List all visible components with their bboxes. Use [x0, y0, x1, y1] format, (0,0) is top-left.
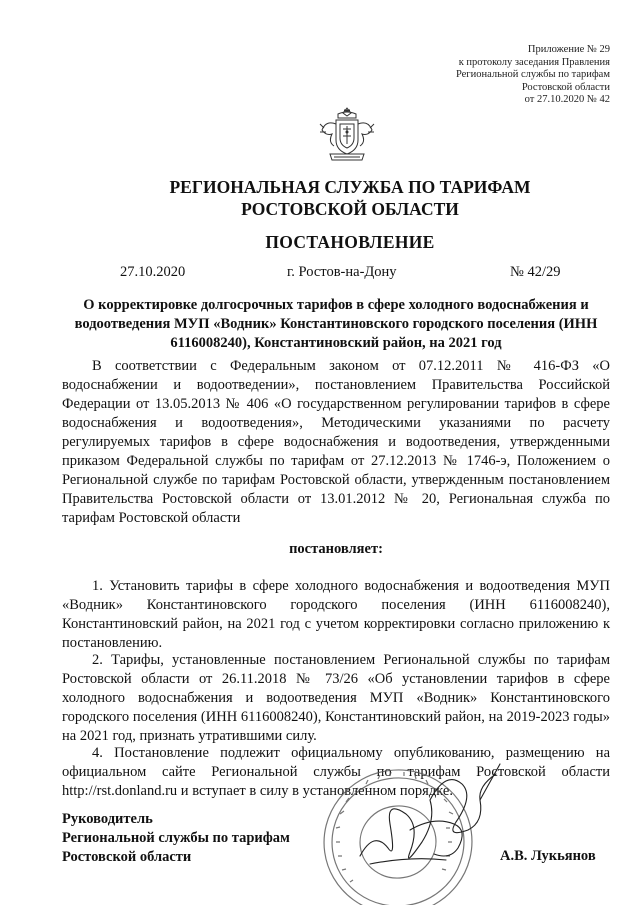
organization-title-line: РЕГИОНАЛЬНАЯ СЛУЖБА ПО ТАРИФАМ [169, 177, 531, 197]
signatory-title-line: Региональной службы по тарифам [62, 830, 290, 846]
document-city: г. Ростов-на-Дону [287, 264, 397, 280]
handwritten-signature [350, 760, 510, 880]
document-type: ПОСТАНОВЛЕНИЕ [265, 232, 435, 252]
appendix-line: Ростовской области [521, 81, 610, 93]
clause-paragraph: 2. Тарифы, установленные постановлением Региональной службы по тарифам Ростовской области от 26.11.2018 № 73/26 «Об установлении тарифов в сфере холодного водоснабжения и водоотведения МУП «Водник» Константиновского городского поселения (ИНН 6116008240), Константиновский район, на 2019-2023 годы» на 2021 год, признать утратившими силу. [62, 652, 610, 744]
signatory-title-line: Руководитель [62, 811, 153, 827]
organization-title [60, 176, 640, 220]
document-subject: О корректировке долгосрочных тарифов в сфере холодного водоснабжения и водоотведения МУП «Водник» Константиновского городского поселения (ИНН 6116008240), Константиновский район, на 2021 год [74, 297, 598, 351]
signatory-name: А.В. Лукьянов [500, 848, 596, 864]
resolves-heading: постановляет: [289, 541, 383, 557]
signatory-title-line: Ростовской области [62, 849, 192, 865]
signatory-title [62, 810, 290, 867]
preamble-paragraph: В соответствии с Федеральным законом от 07.12.2011 № 416-ФЗ «О водоснабжении и водоотведении», постановлением Правительства Российской Федерации от 13.05.2013 № 406 «О государственном регулировании тарифов в сфере водоснабжения и водоотведения», Методическими указаниями по расчету регулируемых тарифов в сфере водоснабжения и водоотведения, утвержденными приказом Федеральной службы по тарифам от 27.12.2013 № 1746-э, Положением о Региональной службе по тарифам Ростовской области, утвержденным постановлением Правительства Ростовской области от 13.01.2012 № 20, Региональная служба по тарифам Ростовской области [62, 358, 610, 526]
coat-of-arms-icon [316, 104, 378, 166]
appendix-line: к протоколу заседания Правления [458, 56, 610, 68]
document-date: 27.10.2020 [120, 264, 186, 280]
appendix-line: Приложение № 29 [527, 44, 610, 55]
clause-paragraph: 1. Установить тарифы в сфере холодного водоснабжения и водоотведения МУП «Водник» Константиновского городского поселения (ИНН 6116008240), Константиновский район, на 2021 год с учетом корректировки согласно приложению к постановлению. [62, 578, 610, 651]
document-number: № 42/29 [510, 264, 561, 280]
organization-title-line: РОСТОВСКОЙ ОБЛАСТИ [241, 199, 459, 219]
appendix-line: Региональной службы по тарифам [455, 69, 610, 81]
clause-paragraph: 4. Постановление подлежит официальному опубликованию, размещению на официальном сайте Региональной службы по тарифам Ростовской области http://rst.donland.ru и вступает в силу в установленном порядке. [62, 745, 610, 799]
appendix-note [456, 44, 610, 107]
appendix-line: от 27.10.2020 № 42 [524, 94, 610, 106]
